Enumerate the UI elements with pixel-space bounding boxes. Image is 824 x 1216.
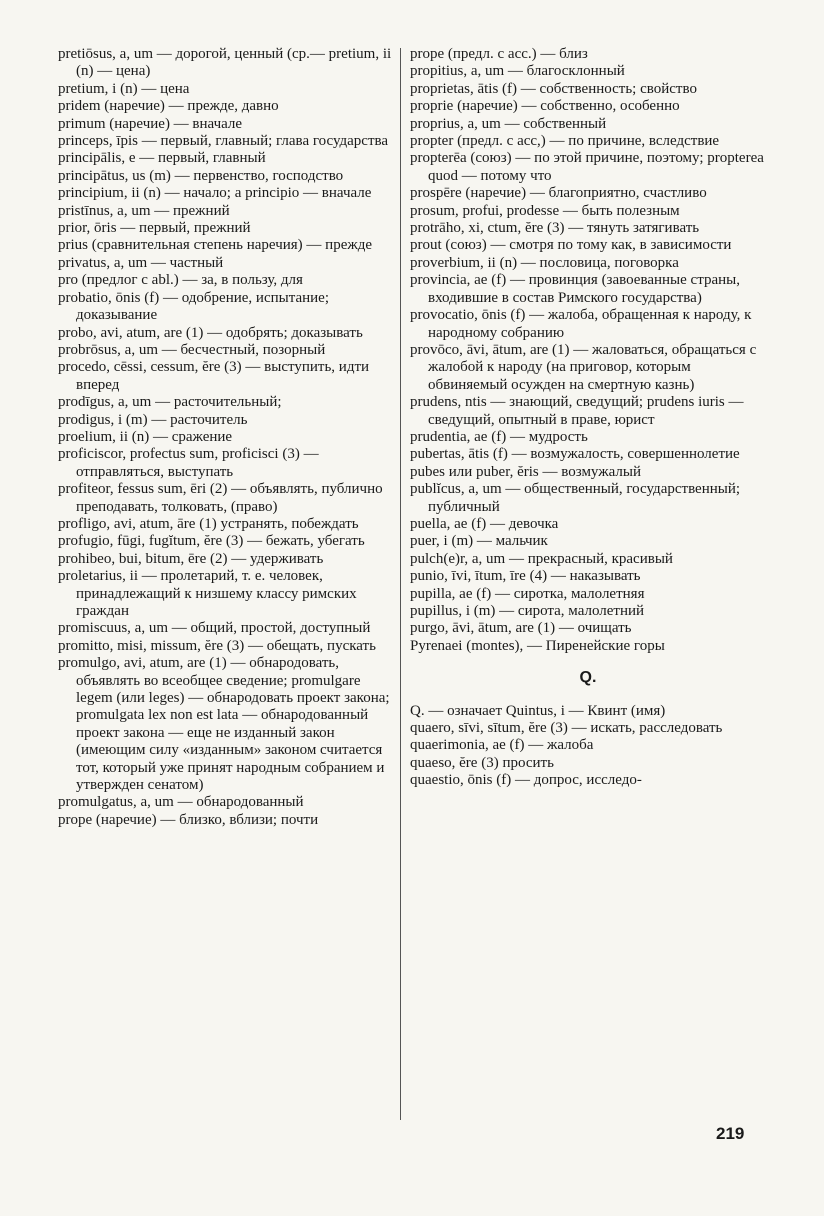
dictionary-entry: prope (предл. с acc.) — близ xyxy=(410,46,588,62)
dictionary-entry: quaestio, ōnis (f) — допрос, исследо- xyxy=(410,772,642,789)
left-column xyxy=(58,46,394,829)
dictionary-entry: prospēre (наречие) — благоприятно, счастливо xyxy=(410,185,707,202)
dictionary-entry: propitius, a, um — благосклонный xyxy=(410,63,625,80)
dictionary-entry: promulgo, avi, atum, are (1) — обнародовать, объявлять во всеобщее сведение; promulgare legem (или leges) — обнародовать проект закона; promulgata lex non est lata — обнародованный проект закона — еще не изданный закон (имеющим силу «изданным» законом считается тот, который уже принят народным собранием и утвержден сенатом) xyxy=(58,655,390,794)
dictionary-entry: proprie (наречие) — собственно, особенно xyxy=(410,98,680,115)
dictionary-entry: proficiscor, profectus sum, proficisci (3) — отправляться, выступать xyxy=(58,446,319,480)
dictionary-entry: publĭcus, a, um — общественный, государственный; публичный xyxy=(410,481,741,515)
dictionary-entry: provocatio, ōnis (f) — жалоба, обращенная к народу, к народному собранию xyxy=(410,307,752,341)
dictionary-entry: prout (союз) — смотря по тому как, в зависимости xyxy=(410,237,732,254)
dictionary-entry: pro (предлог с abl.) — за, в пользу, для xyxy=(58,272,303,289)
dictionary-entry: proprius, a, um — собственный xyxy=(410,115,607,132)
dictionary-entry: pubertas, ātis (f) — возмужалость, совершеннолетие xyxy=(410,446,740,463)
dictionary-entry: pupilla, ae (f) — сиротка, малолетняя xyxy=(410,585,645,602)
dictionary-entry: proprietas, ātis (f) — собственность; свойство xyxy=(410,80,697,97)
dictionary-entry: propterēa (союз) — по этой причине, поэтому; propterea quod — потому что xyxy=(410,150,764,184)
dictionary-entry: punio, īvi, ītum, īre (4) — наказывать xyxy=(410,568,641,585)
dictionary-entry: pretiōsus, a, um — дорогой, ценный (ср.— pretium, ii (n) — цена) xyxy=(58,46,392,80)
dictionary-entry: profiteor, fessus sum, ēri (2) — объявлять, публично преподавать, толковать, (право) xyxy=(58,481,383,515)
dictionary-entry: pridem (наречие) — прежде, давно xyxy=(58,98,279,115)
dictionary-entry: prope (наречие) — близко, вблизи; почти xyxy=(58,811,319,828)
dictionary-entry: quaerimonia, ae (f) — жалоба xyxy=(410,737,594,754)
dictionary-entry: princeps, īpis — первый, главный; глава государства xyxy=(58,133,389,150)
dictionary-entry: pretium, i (n) — цена xyxy=(58,80,190,97)
dictionary-entry: provincia, ae (f) — провинция (завоеванные страны, входившие в состав Римского государства) xyxy=(410,272,740,306)
p-entries xyxy=(410,46,766,655)
dictionary-entry: Pyrenaei (montes), — Пиренейские горы xyxy=(410,637,665,654)
dictionary-entry: proverbium, ii (n) — пословица, поговорка xyxy=(410,254,679,271)
dictionary-entry: Q. — означает Quintus, i — Квинт (имя) xyxy=(410,702,666,719)
dictionary-entry: propter (предл. с acc,) — по причине, вследствие xyxy=(410,133,720,150)
dictionary-entry: procedo, cēssi, cessum, ĕre (3) — выступить, идти вперед xyxy=(58,359,370,393)
dictionary-entry: prudens, ntis — знающий, сведущий; prudens iuris — сведущий, опытный в праве, юрист xyxy=(410,394,744,428)
dictionary-entry: prodigus, i (m) — расточитель xyxy=(58,411,248,428)
dictionary-entry: promulgatus, a, um — обнародованный xyxy=(58,794,304,811)
dictionary-entry: quaero, sīvi, sītum, ĕre (3) — искать, расследовать xyxy=(410,720,723,737)
dictionary-entry: prohibeo, bui, bitum, ēre (2) — удерживать xyxy=(58,550,324,567)
dictionary-entry: promiscuus, a, um — общий, простой, доступный xyxy=(58,620,371,637)
dictionary-entry: principālis, e — первый, главный xyxy=(58,150,266,167)
dictionary-entry: prior, ōris — первый, прежний xyxy=(58,220,251,237)
dictionary-entry: protrāho, xi, ctum, ĕre (3) — тянуть затягивать xyxy=(410,220,700,237)
dictionary-entry: pubes или puber, ĕris — возмужалый xyxy=(410,463,641,480)
dictionary-entry: primum (наречие) — вначале xyxy=(58,115,243,132)
dictionary-entry: quaeso, ĕre (3) просить xyxy=(410,754,554,771)
dictionary-entry: prius (сравнительная степень наречия) — прежде xyxy=(58,237,373,254)
q-entries xyxy=(410,703,766,790)
dictionary-entry: pristīnus, a, um — прежний xyxy=(58,202,230,219)
dictionary-entry: prudentia, ae (f) — мудрость xyxy=(410,428,588,445)
dictionary-entry: probrōsus, a, um — бесчестный, позорный xyxy=(58,341,326,358)
dictionary-entry: privatus, a, um — частный xyxy=(58,254,224,271)
column-divider xyxy=(400,48,401,1120)
dictionary-entry: probatio, ōnis (f) — одобрение, испытание; доказывание xyxy=(58,289,329,324)
dictionary-entry: principium, ii (n) — начало; a principio — вначале xyxy=(58,185,372,202)
dictionary-entry: purgo, āvi, ātum, are (1) — очищать xyxy=(410,620,632,637)
dictionary-entry: prodīgus, a, um — расточительный; xyxy=(58,394,282,411)
dictionary-entry: probo, avi, atum, are (1) — одобрять; доказывать xyxy=(58,324,363,341)
dictionary-entry: proletarius, ii — пролетарий, т. е. человек, принадлежащий к низшему классу римских граждан xyxy=(58,568,357,619)
dictionary-entry: puer, i (m) — мальчик xyxy=(410,533,548,550)
dictionary-entry: prosum, profui, prodesse — быть полезным xyxy=(410,202,680,219)
dictionary-entry: pupillus, i (m) — сирота, малолетний xyxy=(410,603,645,619)
page-number: 219 xyxy=(716,1124,745,1143)
dictionary-entry: provōco, āvi, ātum, are (1) — жаловаться, обращаться с жалобой к народу (на приговор, которым обвиняемый осужден на смертную казнь) xyxy=(410,341,757,393)
dictionary-entry: proelium, ii (n) — сражение xyxy=(58,428,233,445)
dictionary-entry: profligo, avi, atum, āre (1) устранять, побеждать xyxy=(58,515,359,532)
dictionary-entry: profugio, fūgi, fugĭtum, ĕre (3) — бежать, убегать xyxy=(58,533,365,550)
right-column xyxy=(410,46,766,790)
dictionary-entry: promitto, misi, missum, ĕre (3) — обещать, пускать xyxy=(58,637,376,654)
dictionary-entry: principātus, us (m) — первенство, господство xyxy=(58,167,344,184)
dictionary-entry: puella, ae (f) — девочка xyxy=(410,515,559,532)
section-heading-q: Q. xyxy=(579,669,597,687)
dictionary-entry: pulch(e)r, a, um — прекрасный, красивый xyxy=(410,550,673,567)
